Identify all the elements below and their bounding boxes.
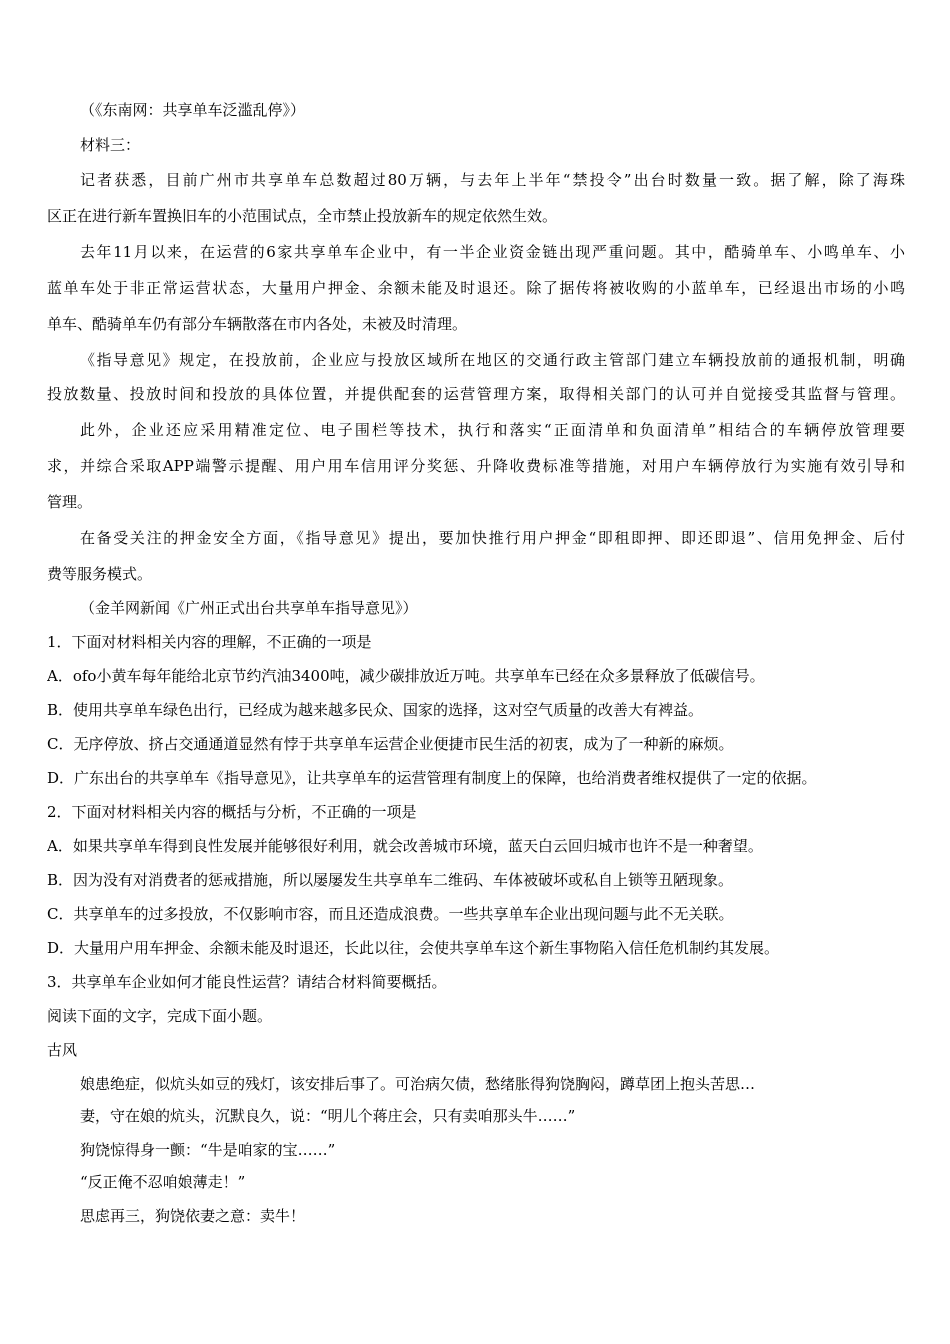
paragraph-line: 单车、酷骑单车仍有部分车辆散落在市内各处，未被及时清理。 bbox=[47, 315, 468, 333]
question-1: 1．下面对材料相关内容的理解，不正确的一项是 bbox=[47, 633, 372, 651]
source-citation-1: （《东南网：共享单车泛滥乱停》） bbox=[80, 101, 306, 119]
paragraph-line: 《指导意见》规定，在投放前，企业应与投放区域所在地区的交通行政主管部门建立车辆投放前的通报机制，明确 bbox=[80, 351, 905, 369]
q1-option-d: D．广东出台的共享单车《指导意见》，让共享单车的运营管理有制度上的保障，也给消费者维权提供了一定的依据。 bbox=[47, 769, 817, 787]
reading-instruction: 阅读下面的文字，完成下面小题。 bbox=[47, 1007, 273, 1025]
paragraph-line: 去年11月以来，在运营的6家共享单车企业中，有一半企业资金链出现严重问题。其中，酷骑单车、小鸣单车、小 bbox=[80, 243, 905, 261]
q2-option-d: D．大量用户用车押金、余额未能及时退还，长此以往，会使共享单车这个新生事物陷入信任危机制约其发展。 bbox=[47, 939, 780, 957]
story-line: 妻，守在娘的炕头，沉默良久，说：“明儿个蒋庄会，只有卖咱那头牛……” bbox=[80, 1107, 576, 1125]
q1-option-a: A．ofo小黄车每年能给北京节约汽油3400吨，减少碳排放近万吨。共享单车已经在众多景释放了低碳信号。 bbox=[47, 667, 765, 685]
paragraph-line: 费等服务模式。 bbox=[47, 565, 153, 583]
q2-option-a: A．如果共享单车得到良性发展并能够很好利用，就会改善城市环境，蓝天白云回归城市也许不是一种奢望。 bbox=[47, 837, 763, 855]
question-3: 3．共享单车企业如何才能良性运营？请结合材料简要概括。 bbox=[47, 973, 447, 991]
paragraph-line: 在备受关注的押金安全方面，《指导意见》提出，要加快推行用户押金“即租即押、即还即退”、信用免押金、后付 bbox=[80, 529, 905, 547]
material-3-heading: 材料三： bbox=[80, 136, 141, 154]
paragraph-line: 此外，企业还应采用精准定位、电子围栏等技术，执行和落实“正面清单和负面清单”相结合的车辆停放管理要 bbox=[80, 421, 905, 439]
paragraph-line: 蓝单车处于非正常运营状态，大量用户押金、余额未能及时退还。除了据传将被收购的小蓝单车，已经退出市场的小鸣 bbox=[47, 279, 905, 297]
q2-option-c: C．共享单车的过多投放，不仅影响市容，而且还造成浪费。一些共享单车企业出现问题与此不无关联。 bbox=[47, 905, 734, 923]
paragraph-line: 投放数量、投放时间和投放的具体位置，并提供配套的运营管理方案，取得相关部门的认可并自觉接受其监督与管理。 bbox=[47, 385, 905, 403]
paragraph-line: 求，并综合采取APP端警示提醒、用户用车信用评分奖惩、升降收费标准等措施，对用户车辆停放行为实施有效引导和 bbox=[47, 457, 905, 475]
paragraph-line: 记者获悉，目前广州市共享单车总数超过80万辆，与去年上半年“禁投令”出台时数量一致。据了解，除了海珠 bbox=[80, 171, 905, 189]
story-line: 思虑再三，狗饶依妻之意：卖牛！ bbox=[80, 1207, 306, 1225]
source-citation-2: （金羊网新闻《广州正式出台共享单车指导意见》） bbox=[80, 599, 418, 617]
story-line: 娘患绝症，似炕头如豆的残灯，该安排后事了。可治病欠债，愁绪胀得狗饶胸闷，蹲草团上抱头苦思… bbox=[80, 1075, 756, 1093]
story-line: 狗饶惊得身一颤：“牛是咱家的宝……” bbox=[80, 1141, 336, 1159]
q1-option-b: B．使用共享单车绿色出行，已经成为越来越多民众、国家的选择，这对空气质量的改善大有裨益。 bbox=[47, 701, 704, 719]
paragraph-line: 管理。 bbox=[47, 493, 93, 511]
question-2: 2．下面对材料相关内容的概括与分析，不正确的一项是 bbox=[47, 803, 417, 821]
story-line: “反正俺不忍咱娘薄走！” bbox=[80, 1173, 246, 1191]
story-title: 古风 bbox=[47, 1041, 78, 1059]
paragraph-line: 区正在进行新车置换旧车的小范围试点，全市禁止投放新车的规定依然生效。 bbox=[47, 207, 558, 225]
q2-option-b: B．因为没有对消费者的惩戒措施，所以屡屡发生共享单车二维码、车体被破坏或私自上锁等丑陋现象。 bbox=[47, 871, 734, 889]
q1-option-c: C．无序停放、挤占交通通道显然有悖于共享单车运营企业便捷市民生活的初衷，成为了一种新的麻烦。 bbox=[47, 735, 734, 753]
